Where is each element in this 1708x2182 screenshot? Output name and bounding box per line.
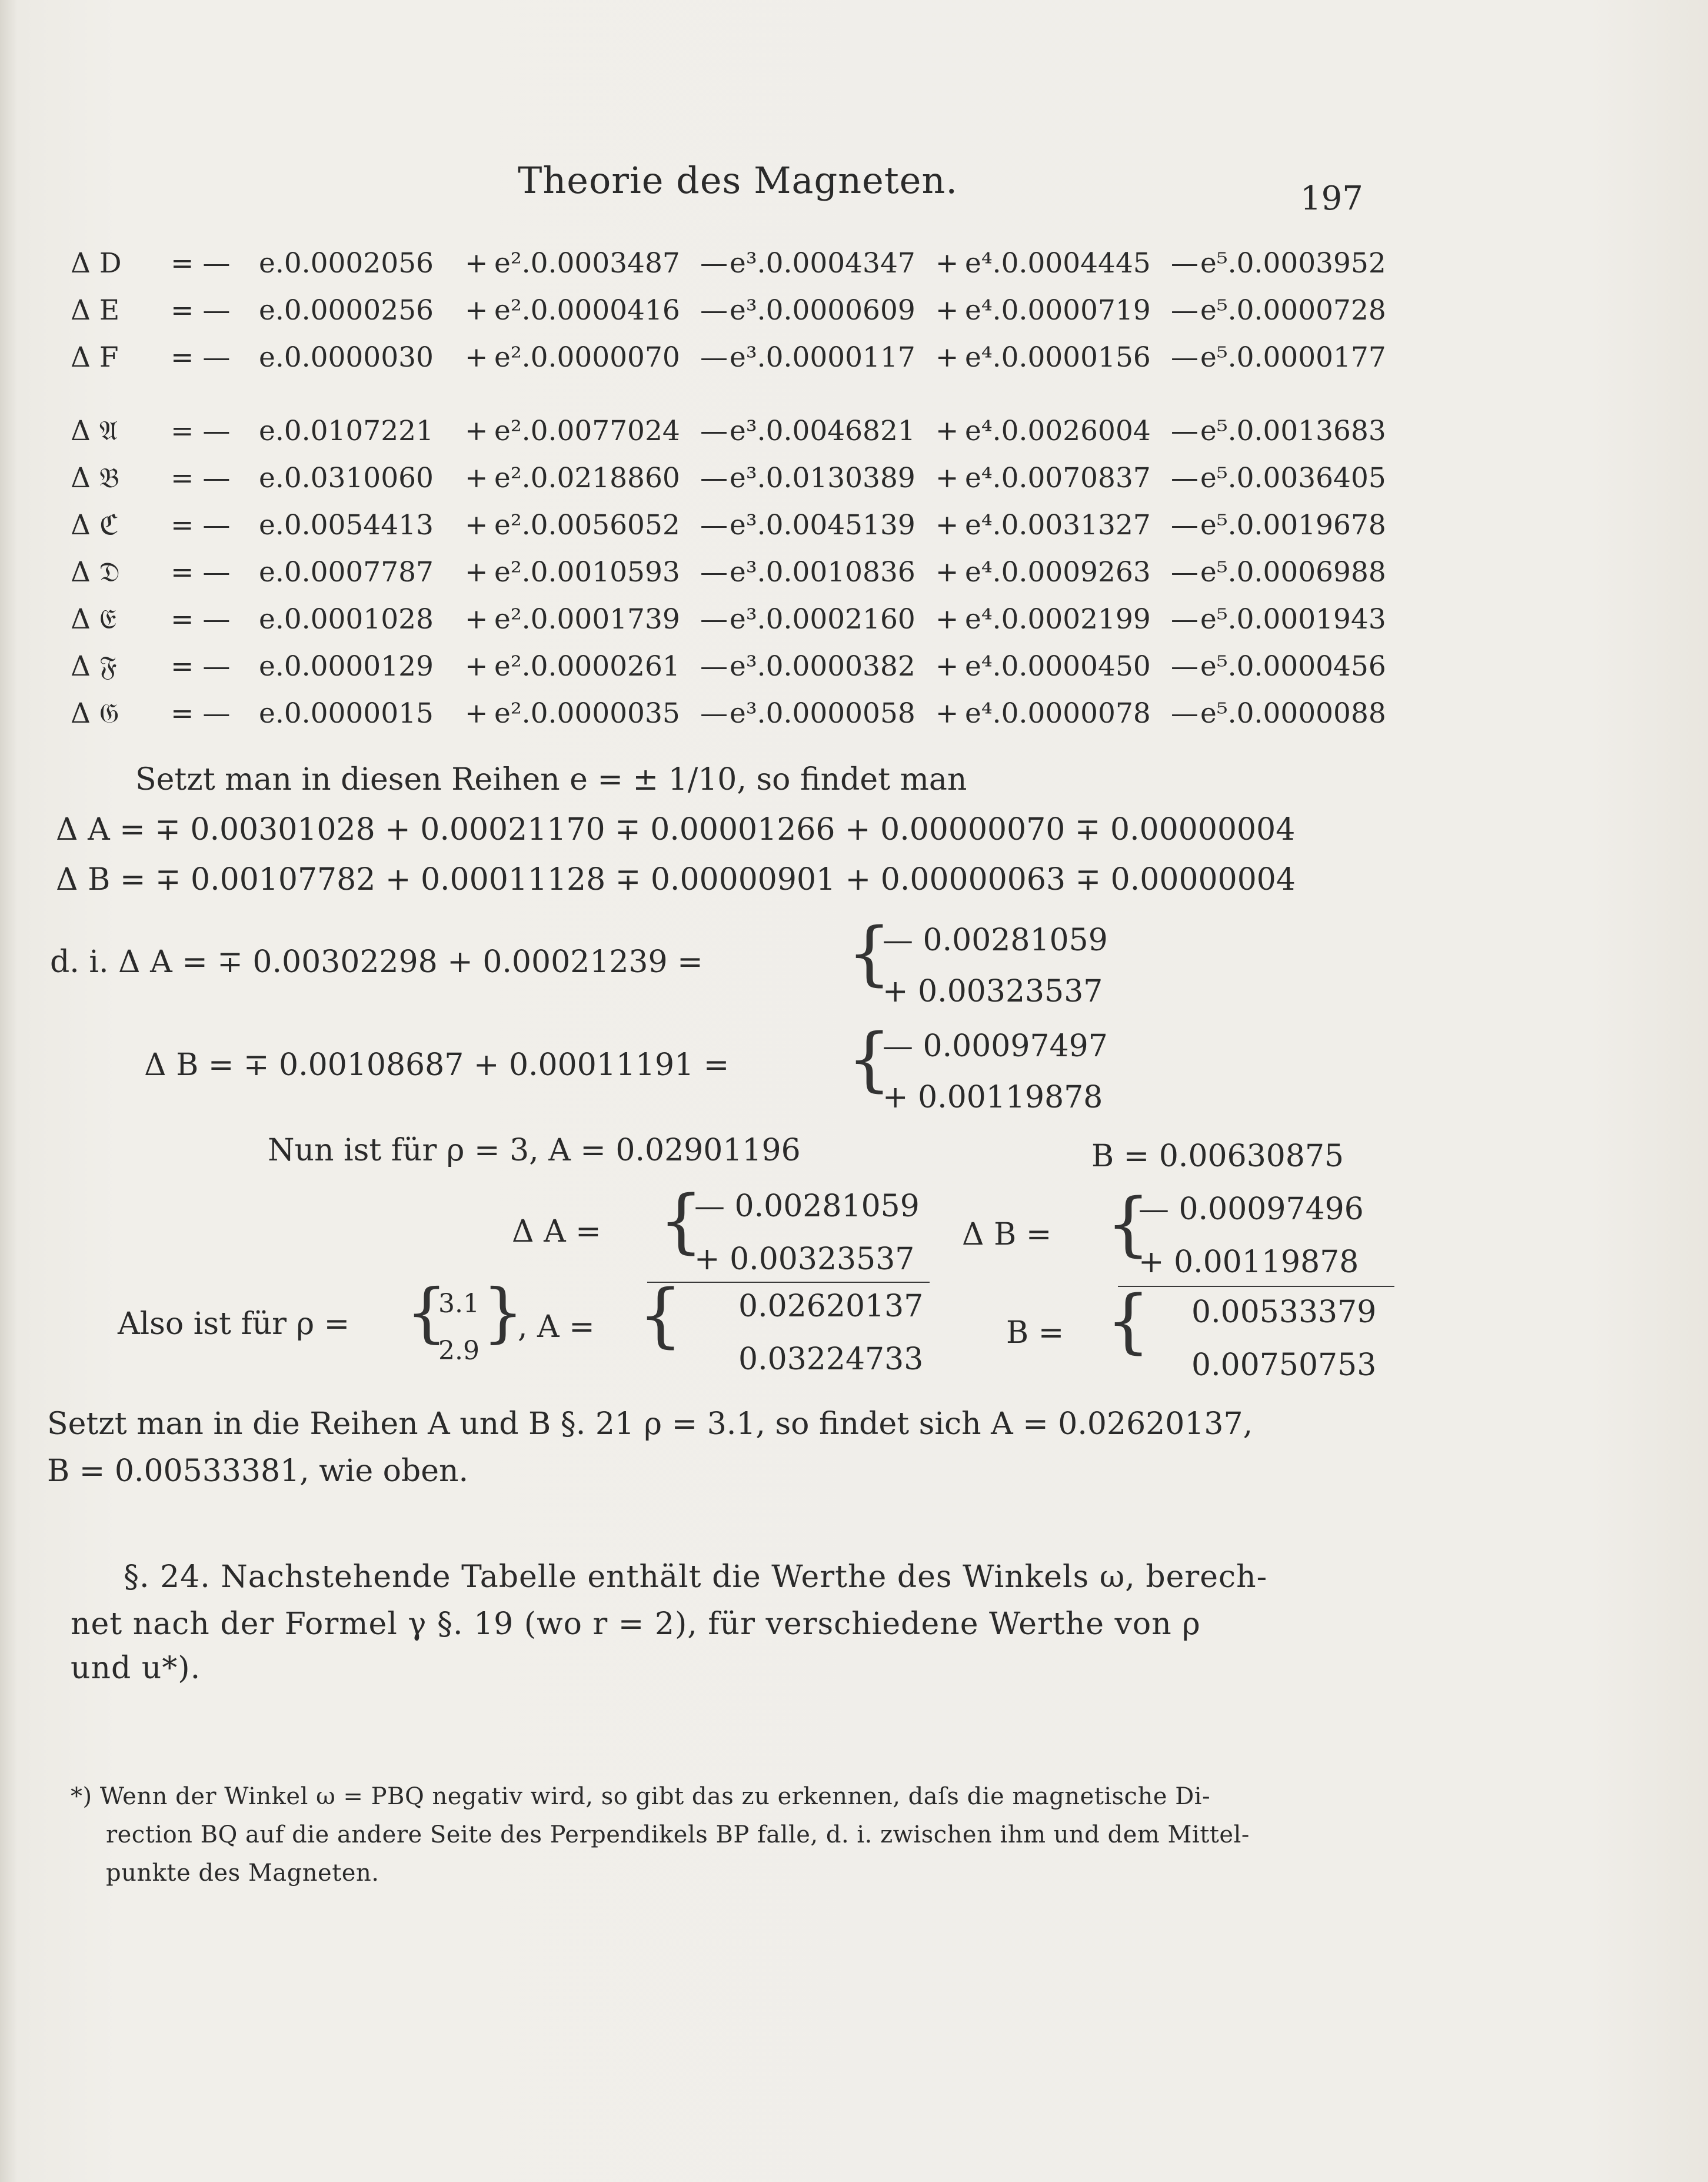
- brace-left: {: [406, 1275, 447, 1350]
- term-4: e⁴.0.0004445: [965, 247, 1151, 280]
- term-2: e².0.0218860: [494, 462, 680, 494]
- setzt-line: Setzt man in diesen Reihen e = ± 1/10, so findet man: [135, 762, 967, 797]
- nun-B: B = 0.00630875: [1091, 1139, 1344, 1174]
- plus-sign: +: [935, 697, 959, 730]
- also-rho-top: 3.1: [438, 1289, 480, 1319]
- minus-sign: —: [700, 247, 728, 280]
- plus-sign: +: [935, 509, 959, 541]
- equals-minus: = —: [171, 697, 231, 730]
- term-4: e⁴.0.0000719: [965, 294, 1151, 327]
- also-B-bottom: 0.00750753: [1191, 1348, 1377, 1383]
- term-5: e⁵.0.0013683: [1200, 415, 1386, 447]
- footnote-line1: *) Wenn der Winkel ω = PBQ negativ wird, so gibt das zu erkennen, daſs die magnetische Di-: [71, 1783, 1211, 1810]
- dB-label: Δ B =: [962, 1217, 1052, 1252]
- row-label: Δ 𝔈: [71, 603, 116, 636]
- equals-minus: = —: [171, 603, 231, 636]
- equals-minus: = —: [171, 341, 231, 374]
- para24-line1: §. 24. Nachstehende Tabelle enthält die Werthe des Winkels ω, berech-: [124, 1559, 1268, 1595]
- term-1: e.0.0107221: [259, 415, 434, 447]
- term-3: e³.0.0045139: [730, 509, 915, 541]
- di-delta-A-top: — 0.00281059: [883, 923, 1108, 958]
- term-4: e⁴.0.0031327: [965, 509, 1151, 541]
- minus-sign: —: [1171, 697, 1198, 730]
- minus-sign: —: [700, 294, 728, 327]
- term-2: e².0.0001739: [494, 603, 680, 636]
- term-2: e².0.0000416: [494, 294, 680, 327]
- minus-sign: —: [1171, 415, 1198, 447]
- term-4: e⁴.0.0002199: [965, 603, 1151, 636]
- setzt2-line2: B = 0.00533381, wie oben.: [47, 1453, 469, 1489]
- term-5: e⁵.0.0000088: [1200, 697, 1386, 730]
- di-delta-B-top: — 0.00097497: [883, 1029, 1108, 1064]
- plus-sign: +: [465, 509, 488, 541]
- row-label: Δ 𝔅: [71, 462, 119, 494]
- plus-sign: +: [465, 415, 488, 447]
- term-1: e.0.0054413: [259, 509, 434, 541]
- term-3: e³.0.0000609: [730, 294, 915, 327]
- term-5: e⁵.0.0036405: [1200, 462, 1386, 494]
- row-label: Δ 𝔇: [71, 556, 120, 588]
- plus-sign: +: [465, 294, 488, 327]
- equals-minus: = —: [171, 294, 231, 327]
- term-5: e⁵.0.0000728: [1200, 294, 1386, 327]
- term-1: e.0.0000256: [259, 294, 434, 327]
- dA-top: — 0.00281059: [694, 1189, 920, 1224]
- minus-sign: —: [700, 697, 728, 730]
- term-1: e.0.0002056: [259, 247, 434, 280]
- also-A-bottom: 0.03224733: [738, 1342, 924, 1377]
- row-label: Δ F: [71, 341, 119, 374]
- sum-rule: [1118, 1286, 1394, 1287]
- term-5: e⁵.0.0000456: [1200, 650, 1386, 683]
- brace-left: {: [638, 1274, 683, 1355]
- term-2: e².0.0000261: [494, 650, 680, 683]
- term-3: e³.0.0046821: [730, 415, 915, 447]
- row-label: Δ E: [71, 294, 120, 327]
- para24-line2: net nach der Formel γ §. 19 (wo r = 2), für verschiedene Werthe von ρ: [71, 1606, 1201, 1642]
- brace-left: {: [659, 1180, 704, 1261]
- term-5: e⁵.0.0006988: [1200, 556, 1386, 588]
- term-4: e⁴.0.0009263: [965, 556, 1151, 588]
- term-1: e.0.0001028: [259, 603, 434, 636]
- equals-minus: = —: [171, 462, 231, 494]
- delta-A-series: Δ A = ∓ 0.00301028 + 0.00021170 ∓ 0.00001266 + 0.00000070 ∓ 0.00000004: [56, 812, 1296, 847]
- term-3: e³.0.0000382: [730, 650, 915, 683]
- para24-line3: und u*).: [71, 1651, 201, 1686]
- minus-sign: —: [700, 603, 728, 636]
- row-label: Δ ℭ: [71, 509, 119, 541]
- term-1: e.0.0000030: [259, 341, 434, 374]
- term-4: e⁴.0.0000078: [965, 697, 1151, 730]
- term-5: e⁵.0.0000177: [1200, 341, 1386, 374]
- term-5: e⁵.0.0001943: [1200, 603, 1386, 636]
- plus-sign: +: [935, 415, 959, 447]
- brace-left: {: [847, 1018, 892, 1099]
- term-4: e⁴.0.0000156: [965, 341, 1151, 374]
- plus-sign: +: [465, 650, 488, 683]
- also-B-label: B =: [1006, 1315, 1064, 1351]
- plus-sign: +: [465, 462, 488, 494]
- also-label: Also ist für ρ =: [118, 1306, 350, 1342]
- minus-sign: —: [1171, 650, 1198, 683]
- minus-sign: —: [1171, 294, 1198, 327]
- term-2: e².0.0056052: [494, 509, 680, 541]
- minus-sign: —: [1171, 603, 1198, 636]
- minus-sign: —: [1171, 509, 1198, 541]
- term-5: e⁵.0.0003952: [1200, 247, 1386, 280]
- plus-sign: +: [465, 247, 488, 280]
- plus-sign: +: [465, 603, 488, 636]
- plus-sign: +: [935, 462, 959, 494]
- term-1: e.0.0000129: [259, 650, 434, 683]
- term-2: e².0.0003487: [494, 247, 680, 280]
- setzt2-line1: Setzt man in die Reihen A und B §. 21 ρ = 3.1, so findet sich A = 0.02620137,: [47, 1406, 1253, 1442]
- term-5: e⁵.0.0019678: [1200, 509, 1386, 541]
- minus-sign: —: [700, 556, 728, 588]
- dB-top: — 0.00097496: [1138, 1192, 1364, 1227]
- term-3: e³.0.0000058: [730, 697, 915, 730]
- term-3: e³.0.0130389: [730, 462, 915, 494]
- minus-sign: —: [1171, 462, 1198, 494]
- term-2: e².0.0010593: [494, 556, 680, 588]
- equals-minus: = —: [171, 247, 231, 280]
- running-header: Theorie des Magneten.: [518, 159, 958, 202]
- term-1: e.0.0000015: [259, 697, 434, 730]
- term-3: e³.0.0000117: [730, 341, 915, 374]
- minus-sign: —: [1171, 247, 1198, 280]
- term-3: e³.0.0002160: [730, 603, 915, 636]
- also-A-top: 0.02620137: [738, 1289, 924, 1324]
- brace-right: }: [482, 1275, 524, 1350]
- plus-sign: +: [935, 341, 959, 374]
- minus-sign: —: [700, 509, 728, 541]
- nun-line: Nun ist für ρ = 3, A = 0.02901196: [268, 1133, 801, 1168]
- plus-sign: +: [935, 603, 959, 636]
- minus-sign: —: [700, 462, 728, 494]
- footnote-line3: punkte des Magneten.: [106, 1860, 379, 1887]
- term-2: e².0.0077024: [494, 415, 680, 447]
- equals-minus: = —: [171, 415, 231, 447]
- equals-minus: = —: [171, 556, 231, 588]
- di-delta-A: d. i. Δ A = ∓ 0.00302298 + 0.00021239 =: [50, 944, 703, 980]
- plus-sign: +: [935, 556, 959, 588]
- row-label: Δ 𝔉: [71, 650, 117, 683]
- plus-sign: +: [935, 294, 959, 327]
- term-4: e⁴.0.0070837: [965, 462, 1151, 494]
- plus-sign: +: [465, 697, 488, 730]
- brace-left: {: [1106, 1280, 1151, 1361]
- plus-sign: +: [935, 650, 959, 683]
- minus-sign: —: [700, 415, 728, 447]
- di-delta-B: Δ B = ∓ 0.00108687 + 0.00011191 =: [144, 1047, 730, 1083]
- also-B-top: 0.00533379: [1191, 1295, 1377, 1330]
- plus-sign: +: [935, 247, 959, 280]
- term-3: e³.0.0004347: [730, 247, 915, 280]
- term-3: e³.0.0010836: [730, 556, 915, 588]
- minus-sign: —: [1171, 341, 1198, 374]
- plus-sign: +: [465, 341, 488, 374]
- row-label: Δ 𝔄: [71, 415, 118, 447]
- footnote-line2: rection BQ auf die andere Seite des Perpendikels BP falle, d. i. zwischen ihm und dem Mittel-: [106, 1821, 1250, 1848]
- di-delta-B-bottom: + 0.00119878: [883, 1080, 1103, 1115]
- brace-left: {: [1106, 1183, 1151, 1264]
- term-2: e².0.0000070: [494, 341, 680, 374]
- minus-sign: —: [700, 341, 728, 374]
- also-rho-bottom: 2.9: [438, 1336, 480, 1366]
- plus-sign: +: [465, 556, 488, 588]
- row-label: Δ 𝔊: [71, 697, 119, 730]
- equals-minus: = —: [171, 509, 231, 541]
- equals-minus: = —: [171, 650, 231, 683]
- brace-left: {: [847, 912, 892, 993]
- term-4: e⁴.0.0000450: [965, 650, 1151, 683]
- also-A-label: , A =: [518, 1309, 595, 1345]
- minus-sign: —: [1171, 556, 1198, 588]
- term-4: e⁴.0.0026004: [965, 415, 1151, 447]
- sum-rule: [647, 1282, 930, 1283]
- term-2: e².0.0000035: [494, 697, 680, 730]
- di-delta-A-bottom: + 0.00323537: [883, 974, 1103, 1009]
- minus-sign: —: [700, 650, 728, 683]
- delta-B-series: Δ B = ∓ 0.00107782 + 0.00011128 ∓ 0.00000901 + 0.00000063 ∓ 0.00000004: [56, 862, 1296, 897]
- term-1: e.0.0007787: [259, 556, 434, 588]
- row-label: Δ D: [71, 247, 122, 280]
- dB-bottom: + 0.00119878: [1138, 1245, 1359, 1280]
- dA-bottom: + 0.00323537: [694, 1242, 915, 1277]
- dA-label: Δ A =: [512, 1214, 601, 1249]
- term-1: e.0.0310060: [259, 462, 434, 494]
- page-number: 197: [1300, 179, 1363, 218]
